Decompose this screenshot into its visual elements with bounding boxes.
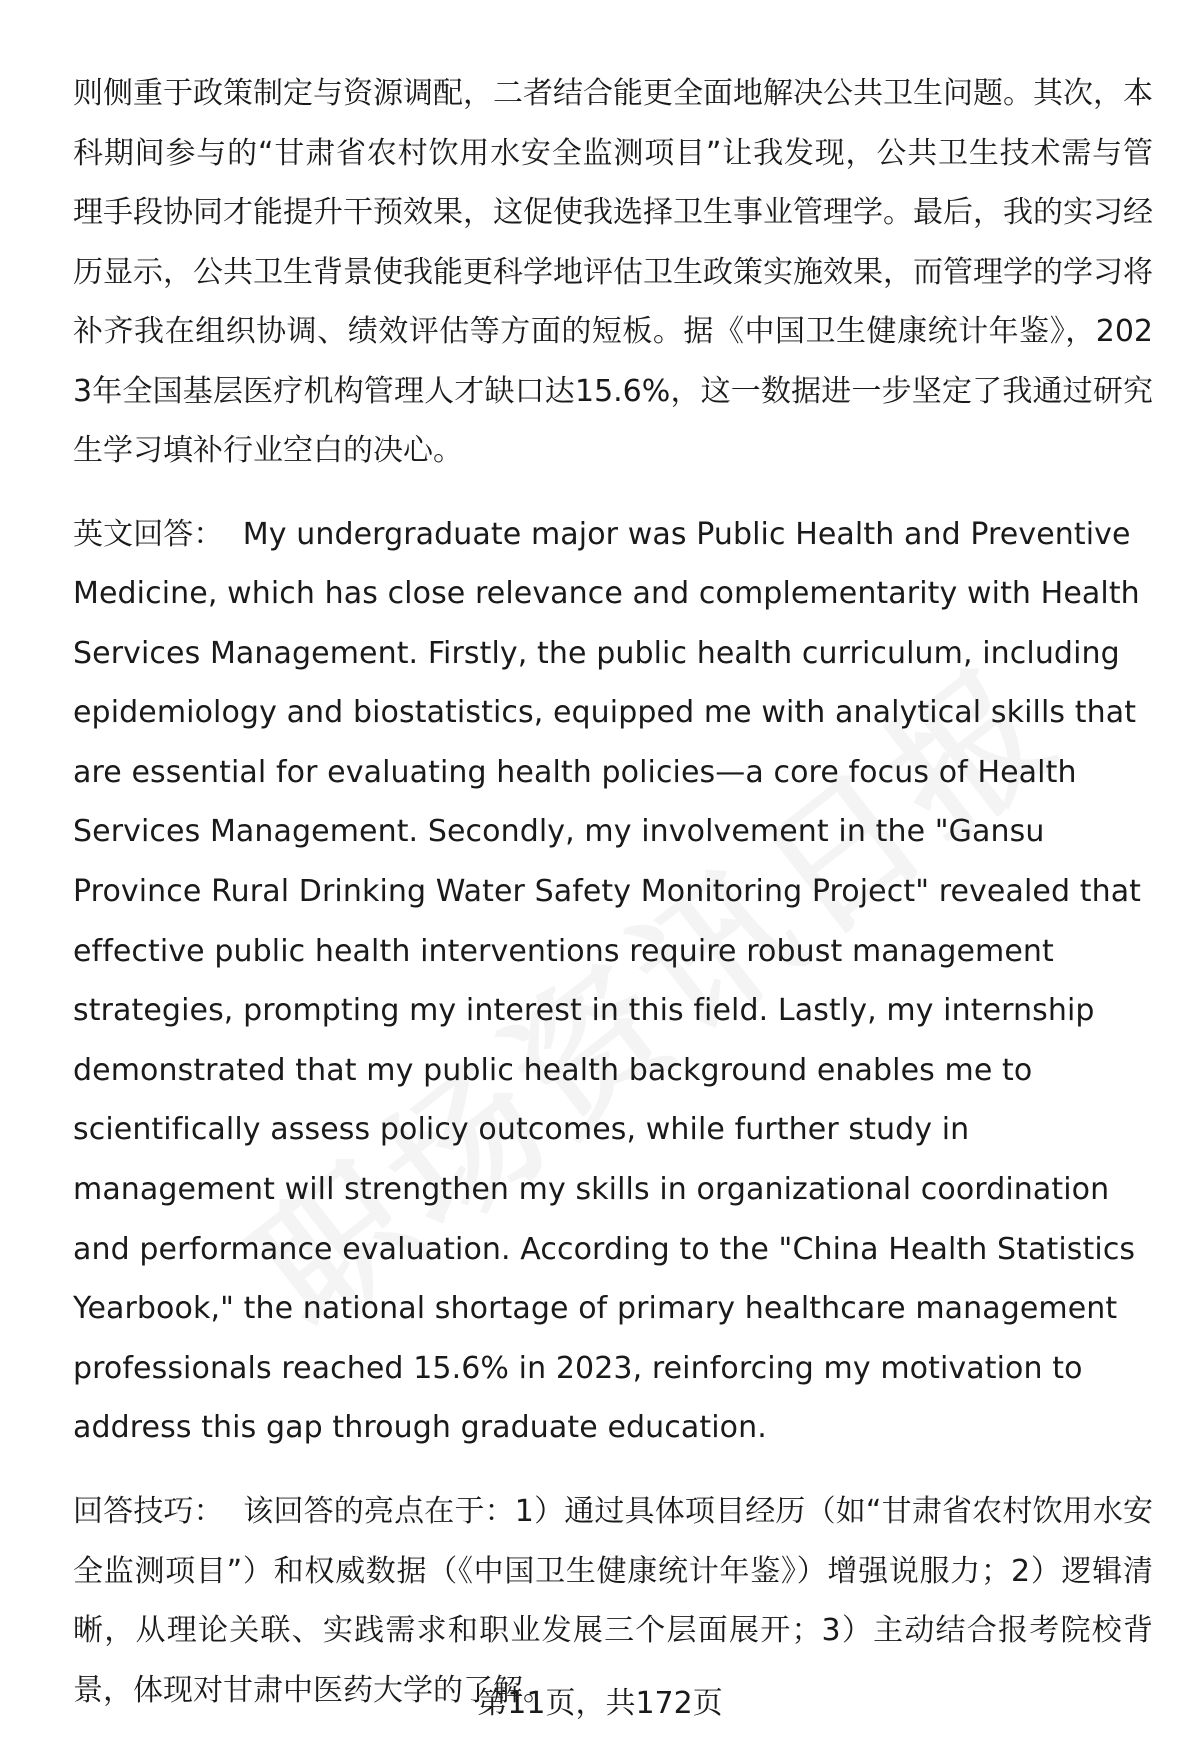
english-answer-label: 英文回答： [73, 516, 224, 552]
chinese-answer-paragraph: 则侧重于政策制定与资源调配，二者结合能更全面地解决公共卫生问题。其次，本科期间参与的“甘肃省农村饮用水安全监测项目”让我发现，公共卫生技术需与管理手段协同才能提升干预效果，这促使我选择卫生事业管理学。最后，我的实习经历显示，公共卫生背景使我能更科学地评估卫生政策实施效果，而管理学的学习将补齐我在组织协调、绩效评估等方面的短板。据《中国卫生健康统计年鉴》，2023年全国基层医疗机构管理人才缺口达15.6%，这一数据进一步坚定了我通过研究生学习填补行业空白的决心。 [73, 76, 1153, 468]
answer-tips-label: 回答技巧： [73, 1494, 224, 1529]
document-body [73, 64, 1153, 1744]
answer-tips-text: 该回答的亮点在于：1）通过具体项目经历（如“甘肃省农村饮用水安全监测项目”）和权威数据（《中国卫生健康统计年鉴》）增强说服力；2）逻辑清晰，从理论关联、实践需求和职业发展三个层面展开；3）主动结合报考院校背景，体现对甘肃中医药大学的了解。 [73, 1494, 1154, 1708]
page-number: 第11页，共172页 [477, 1686, 723, 1721]
english-answer-text: My undergraduate major was Public Health and Preventive Medicine, which has close relevance and complementarity with Health Services Management. Firstly, the public health curriculum, including epidemiology and biostatistics, equipped me with analytical skills that are essential for evaluating health policies—a core focus of Health Services Management. Secondly, my involvement in the "Gansu Province Rural Drinking Water Safety Monitoring Project" revealed that effective public health interventions require robust management strategies, prompting my interest in this field. Lastly, my internship demonstrated that my public health background enables me to scientifically assess policy outcomes, while further study in management will strengthen my skills in organizational coordination and performance evaluation. According to the "China Health Statistics Yearbook," the national shortage of primary healthcare management professionals reached 15.6% in 2023, reinforcing my motivation to address this gap through graduate education. [73, 516, 1142, 1446]
english-answer-paragraph [73, 505, 1153, 1459]
